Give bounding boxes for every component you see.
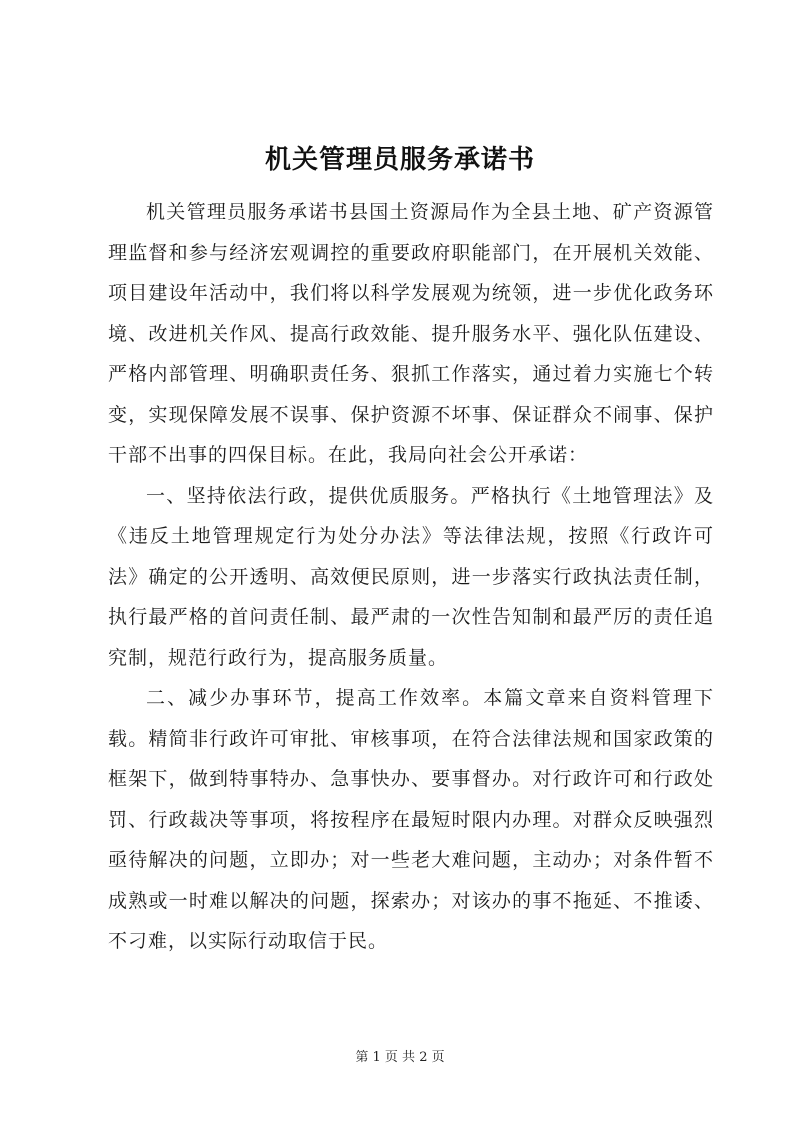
document-body bbox=[108, 192, 714, 962]
paragraph-commitment-2: 二、减少办事环节，提高工作效率。本篇文章来自资料管理下载。精简非行政许可审批、审核事项，在符合法律法规和国家政策的框架下，做到特事特办、急事快办、要事督办。对行政许可和行政处罚、行政裁决等事项，将按程序在最短时限内办理。对群众反映强烈亟待解决的问题，立即办；对一些老大难问题，主动办；对条件暂不成熟或一时难以解决的问题，探索办；对该办的事不拖延、不推诿、不刁难，以实际行动取信于民。 bbox=[108, 687, 714, 952]
page-footer: 第 1 页 共 2 页 bbox=[355, 1050, 445, 1065]
paragraph-commitment-1: 一、坚持依法行政，提供优质服务。严格执行《土地管理法》及《违反土地管理规定行为处分办法》等法律法规，按照《行政许可法》确定的公开透明、高效便民原则，进一步落实行政执法责任制，执行最严格的首问责任制、最严肃的一次性告知制和最严厉的责任追究制，规范行政行为，提高服务质量。 bbox=[108, 484, 714, 669]
document-title: 机关管理员服务承诺书 bbox=[264, 145, 535, 175]
paragraph-intro: 机关管理员服务承诺书县国土资源局作为全县土地、矿产资源管理监督和参与经济宏观调控的重要政府职能部门，在开展机关效能、项目建设年活动中，我们将以科学发展观为统领，进一步优化政务环境、改进机关作风、提高行政效能、提升服务水平、强化队伍建设、严格内部管理、明确职责任务、狠抓工作落实，通过着力实施七个转变，实现保障发展不误事、保护资源不坏事、保证群众不闹事、保护干部不出事的四保目标。在此，我局向社会公开承诺： bbox=[108, 201, 714, 466]
